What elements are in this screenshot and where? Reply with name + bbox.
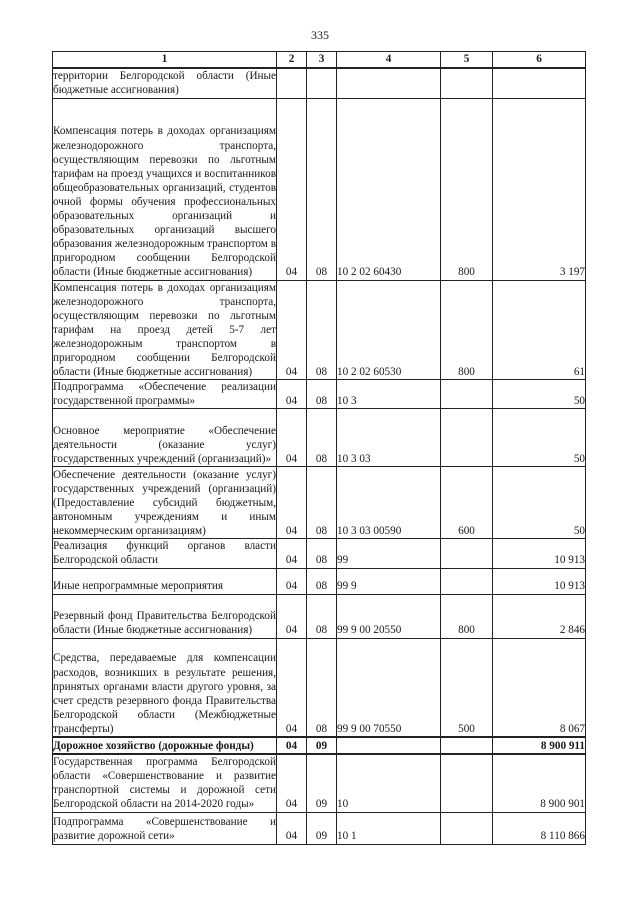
subsection-code: 08 [307, 638, 337, 737]
section-code: 04 [277, 98, 307, 280]
subsection-code: 08 [307, 594, 337, 638]
target-article-code [337, 68, 441, 98]
section-code: 04 [277, 539, 307, 568]
subsection-code: 08 [307, 568, 337, 594]
row-description: Компенсация потерь в доходах организациям железнодорожного транспорта, осуществляющим перевозки по льготным тарифам на проезд детей 5-7 лет железнодорожным транспортом в пригородном сообщении Белгородской области (Иные бюджетные ассигнования) [53, 281, 276, 379]
expense-type-code [441, 568, 493, 594]
amount: 2 846 [493, 594, 586, 638]
section-code: 04 [277, 594, 307, 638]
section-code: 04 [277, 380, 307, 409]
column-header: 1 [53, 52, 277, 69]
target-article-code [337, 737, 441, 754]
row-description: Средства, передаваемые для компенсации расходов, возникших в результате решения, принятых органами власти другого уровня, за счет средств резервного фонда Правительства Белгородской области (Межбюджетные трансферты) [53, 638, 277, 737]
section-code: 04 [277, 754, 307, 812]
row-description: Подпрограмма «Обеспечение реализации государственной программы» [53, 381, 276, 408]
amount: 10 913 [493, 568, 586, 594]
column-header: 3 [307, 52, 337, 69]
column-header: 2 [277, 52, 307, 69]
table-row [53, 638, 586, 737]
table-row [53, 68, 586, 98]
amount: 8 900 911 [493, 737, 586, 754]
subsection-code: 09 [307, 812, 337, 844]
expense-type-code [441, 409, 493, 467]
section-code: 04 [277, 568, 307, 594]
row-description: Иные непрограммные мероприятия [53, 568, 277, 594]
section-code: 04 [277, 280, 307, 380]
table-row-section-total [53, 737, 586, 754]
expense-type-code: 800 [441, 280, 493, 380]
row-description: территории Белгородской области (Иные бюджетные ассигнования) [53, 68, 277, 98]
table-row [53, 467, 586, 539]
column-header: 6 [493, 52, 586, 69]
row-description: Реализация функций органов власти Белгородской области [53, 540, 276, 567]
table-row [53, 539, 586, 568]
expense-type-code: 800 [441, 98, 493, 280]
table-row [53, 280, 586, 380]
subsection-code: 08 [307, 467, 337, 539]
expense-type-code: 500 [441, 638, 493, 737]
section-code: 04 [277, 409, 307, 467]
section-code: 04 [277, 737, 307, 754]
target-article-code: 99 9 00 20550 [337, 594, 441, 638]
expense-type-code [441, 380, 493, 409]
budget-table [52, 51, 586, 845]
expense-type-code [441, 754, 493, 812]
amount: 50 [493, 409, 586, 467]
table-row [53, 409, 586, 467]
table-row [53, 754, 586, 812]
table-row [53, 812, 586, 844]
amount: 3 197 [493, 98, 586, 280]
subsection-code: 08 [307, 409, 337, 467]
expense-type-code: 600 [441, 467, 493, 539]
amount [493, 68, 586, 98]
section-code: 04 [277, 467, 307, 539]
table-row [53, 380, 586, 409]
expense-type-code: 800 [441, 594, 493, 638]
target-article-code: 10 3 03 00590 [337, 467, 441, 539]
expense-type-code [441, 539, 493, 568]
row-description: Дорожное хозяйство (дорожные фонды) [53, 737, 277, 754]
target-article-code: 99 9 00 70550 [337, 638, 441, 737]
table-row [53, 98, 586, 280]
row-description: Обеспечение деятельности (оказание услуг) государственных учреждений (организаций) (Предоставление субсидий бюджетным, автономным учреждениям и иным некоммерческим организациям) [53, 467, 277, 539]
target-article-code: 10 3 03 [337, 409, 441, 467]
table-header-row [53, 52, 586, 69]
section-code [277, 68, 307, 98]
section-code: 04 [277, 812, 307, 844]
amount: 50 [493, 467, 586, 539]
amount: 8 067 [493, 638, 586, 737]
target-article-code: 10 [337, 754, 441, 812]
subsection-code: 09 [307, 737, 337, 754]
target-article-code: 99 9 [337, 568, 441, 594]
target-article-code: 99 [337, 539, 441, 568]
column-header: 4 [337, 52, 441, 69]
column-header: 5 [441, 52, 493, 69]
amount: 10 913 [493, 539, 586, 568]
amount: 61 [493, 280, 586, 380]
target-article-code: 10 2 02 60430 [337, 98, 441, 280]
page-number: 335 [311, 28, 329, 42]
amount: 8 900 901 [493, 754, 586, 812]
subsection-code: 08 [307, 539, 337, 568]
row-description: Подпрограмма «Совершенствование и развитие дорожной сети» [53, 812, 277, 844]
row-description: Компенсация потерь в доходах организациям железнодорожного транспорта, осуществляющим перевозки по льготным тарифам на проезд учащихся и воспитанников общеобразовательных организаций, студентов очной формы обучения профессиональных образовательных организаций и образовательных организаций высшего образования железнодорожным транспортом в пригородном сообщении Белгородской области (Иные бюджетные ассигнования) [53, 98, 277, 280]
table-row [53, 568, 586, 594]
expense-type-code [441, 812, 493, 844]
subsection-code [307, 68, 337, 98]
section-code: 04 [277, 638, 307, 737]
row-description: Резервный фонд Правительства Белгородской области (Иные бюджетные ассигнования) [53, 594, 277, 638]
target-article-code: 10 2 02 60530 [337, 280, 441, 380]
row-description: Государственная программа Белгородской области «Совершенствование и развитие транспортной системы и дорожной сети Белгородской области на 2014-2020 годы» [53, 754, 277, 812]
expense-type-code [441, 68, 493, 98]
subsection-code: 08 [307, 380, 337, 409]
target-article-code: 10 3 [337, 380, 441, 409]
subsection-code: 08 [307, 98, 337, 280]
amount: 8 110 866 [493, 812, 586, 844]
target-article-code: 10 1 [337, 812, 441, 844]
subsection-code: 09 [307, 754, 337, 812]
amount: 50 [493, 380, 586, 409]
expense-type-code [441, 737, 493, 754]
subsection-code: 08 [307, 280, 337, 380]
row-description: Основное мероприятие «Обеспечение деятельности (оказание услуг) государственных учреждений (организаций)» [53, 409, 277, 467]
table-row [53, 594, 586, 638]
